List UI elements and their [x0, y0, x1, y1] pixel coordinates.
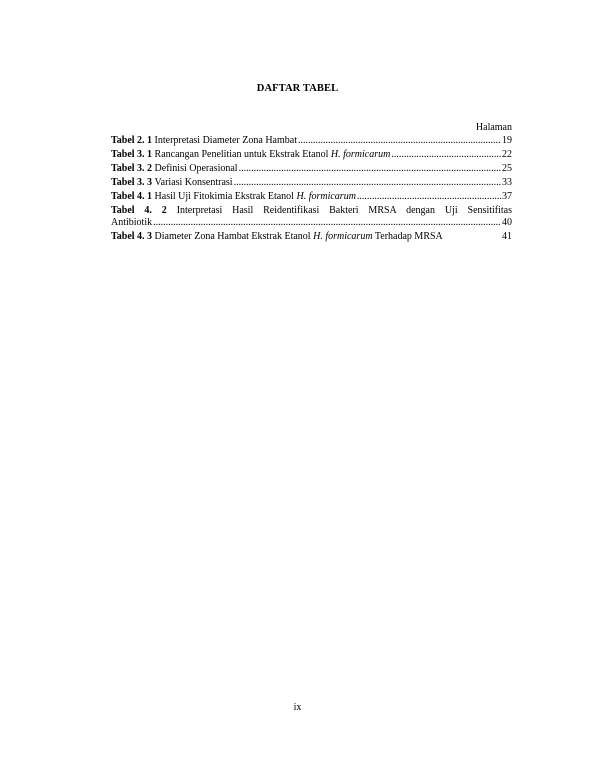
dot-leader — [357, 191, 501, 203]
table-number: Tabel 3. 3 — [111, 177, 153, 188]
table-list — [111, 122, 512, 245]
dot-leader — [234, 177, 501, 189]
table-number: Tabel 2. 1 — [111, 135, 153, 146]
table-number: Tabel 3. 1 — [111, 149, 153, 160]
dot-leader — [391, 149, 501, 161]
list-item[interactable] — [111, 135, 512, 147]
table-number: Tabel 4. 2 — [111, 205, 167, 216]
table-caption: Definisi Operasional — [154, 163, 238, 174]
table-number: Tabel 4. 1 — [111, 191, 153, 202]
list-item[interactable] — [111, 163, 512, 175]
table-caption-suffix: Terhadap MRSA — [374, 231, 443, 242]
species-name: H. formicarum — [296, 191, 356, 202]
dot-leader — [239, 163, 501, 175]
page-ref: 40 — [502, 217, 512, 228]
table-caption: Interpretasi Diameter Zona Hambat — [154, 135, 297, 146]
page-ref: 19 — [502, 135, 512, 146]
table-number: Tabel 3. 2 — [111, 163, 153, 174]
list-item[interactable] — [111, 231, 512, 243]
page-title: DAFTAR TABEL — [256, 83, 339, 94]
dot-leader — [298, 135, 501, 147]
table-caption: Diameter Zona Hambat Ekstrak Etanol — [154, 231, 311, 242]
table-caption: Hasil Uji Fitokimia Ekstrak Etanol — [154, 191, 294, 202]
table-caption: Interpretasi Hasil Reidentifikasi Bakteri MRSA dengan Uji Sensitifitas — [176, 205, 512, 216]
page-column-header: Halaman — [475, 122, 512, 133]
page-ref: 37 — [502, 191, 512, 202]
page-ref: 22 — [502, 149, 512, 160]
page-number: ix — [293, 702, 302, 713]
table-number: Tabel 4. 3 — [111, 231, 153, 242]
page-ref: 25 — [502, 163, 512, 174]
table-entry-text — [111, 231, 443, 243]
table-caption: Variasi Konsentrasi — [154, 177, 233, 188]
list-item[interactable] — [111, 149, 512, 161]
caption-second-line — [111, 217, 512, 229]
list-item[interactable] — [111, 205, 512, 229]
dot-leader — [153, 217, 501, 229]
table-caption-continued: Antibiotik — [111, 217, 153, 228]
species-name: H. formicarum — [313, 231, 373, 242]
page-ref: 33 — [502, 177, 512, 188]
table-caption: Rancangan Penelitian untuk Ekstrak Etanol — [154, 149, 329, 160]
species-name: H. formicarum — [330, 149, 391, 160]
list-item[interactable] — [111, 177, 512, 189]
caption-first-line — [111, 205, 512, 217]
list-item[interactable] — [111, 191, 512, 203]
page-ref: 41 — [502, 231, 512, 242]
